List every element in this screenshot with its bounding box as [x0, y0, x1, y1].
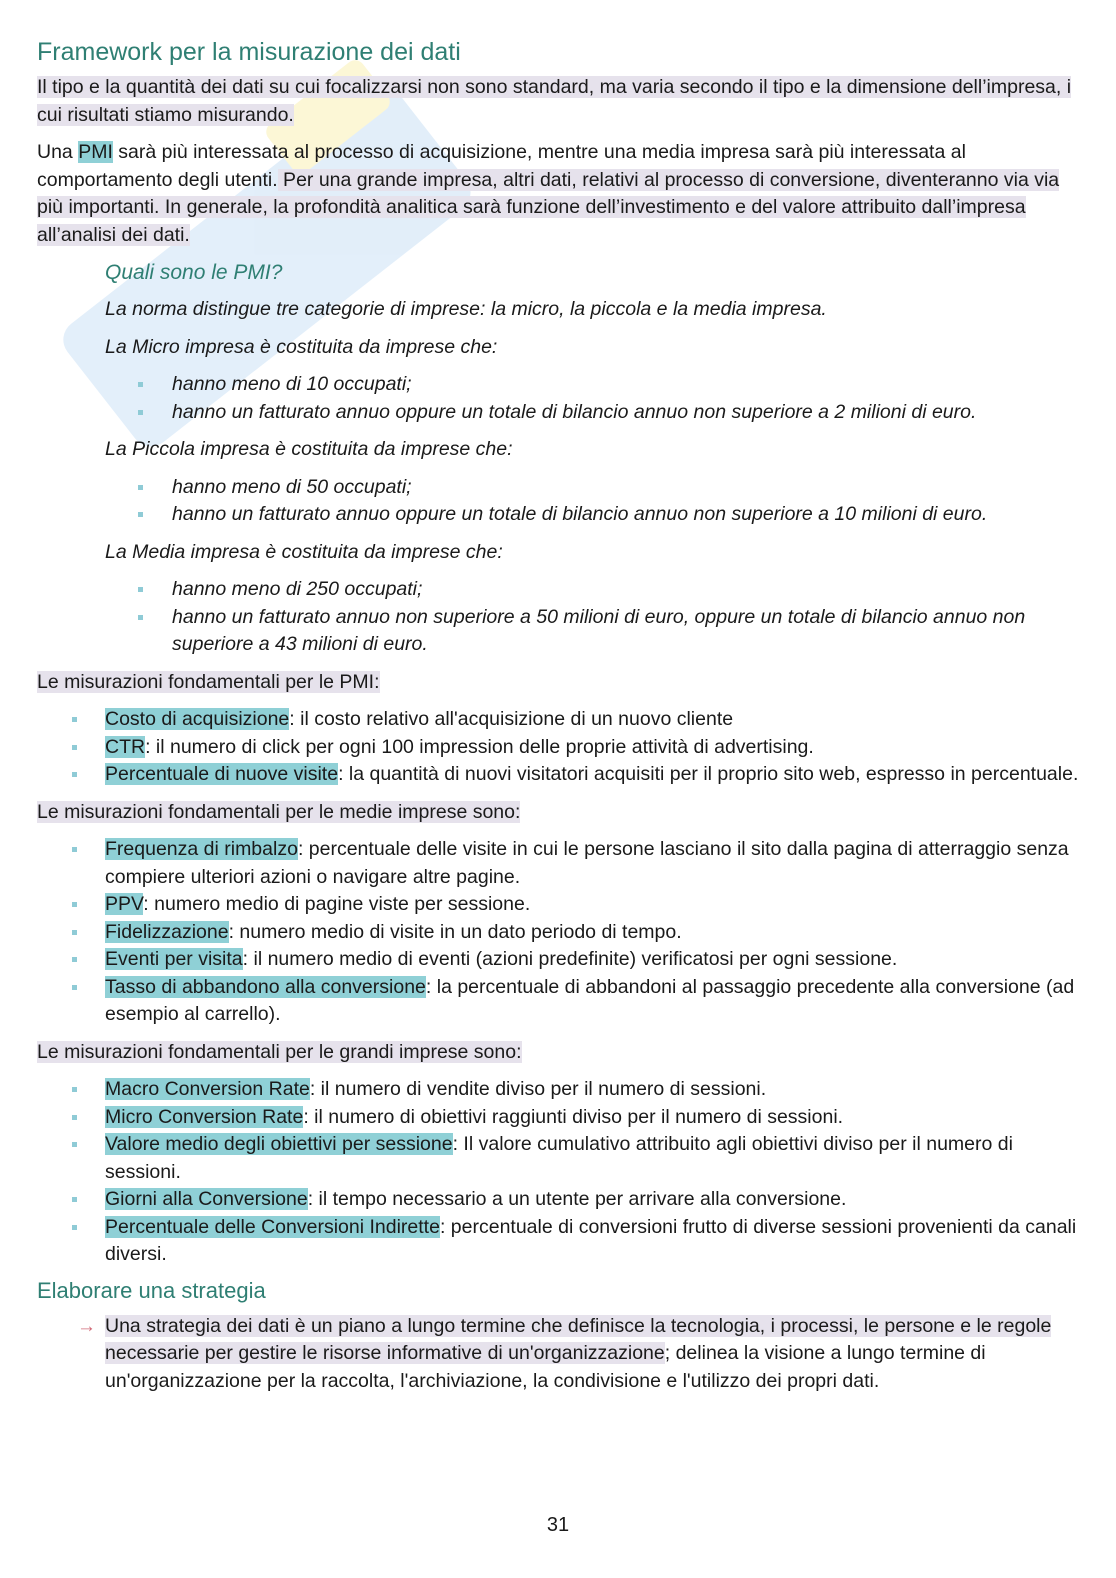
grandi-metrics-heading: Le misurazioni fondamentali per le grandi imprese sono:	[37, 1040, 522, 1063]
list-item: Costo di acquisizione: il costo relativo all'acquisizione di un nuovo cliente	[37, 706, 1082, 734]
list-item: hanno un fatturato annuo non superiore a 50 milioni di euro, oppure un totale di bilancio annuo non superiore a 43 milioni di euro.	[37, 604, 1082, 659]
paragraph-intro: Il tipo e la quantità dei dati su cui focalizzarsi non sono standard, ma varia secondo il tipo e la dimensione dell’impresa, i cui risultati stiamo misurando.	[37, 76, 1072, 126]
pmi-metrics-heading: Le misurazioni fondamentali per le PMI:	[37, 670, 380, 693]
grandi-metrics-list	[37, 1076, 1082, 1269]
micro-label: La Micro impresa è costituita da imprese che:	[105, 335, 498, 358]
arrow-item: → Una strategia dei dati è un piano a lungo termine che definisce la tecnologia, i processi, le persone e le regole necessarie per gestire le risorse informative di un'organizzazione; delinea la visione a lungo termine di un'organizzazione per la raccolta, l'archiviazione, la condivisione e l'utilizzo dei propri dati.	[77, 1314, 1052, 1392]
pmi-definition-box	[37, 258, 1082, 659]
section-title-strategia: Elaborare una strategia	[37, 1277, 266, 1303]
list-item: hanno meno di 250 occupati;	[37, 576, 1082, 604]
list-item: Giorni alla Conversione: il tempo necessario a un utente per arrivare alla conversione.	[37, 1186, 1082, 1214]
media-list	[37, 576, 1082, 659]
medie-metrics-list	[37, 836, 1082, 1029]
list-item: Percentuale delle Conversioni Indirette: percentuale di conversioni frutto di diverse sessioni provenienti da canali diversi.	[37, 1214, 1082, 1269]
page-number: 31	[546, 1514, 570, 1536]
list-item: hanno un fatturato annuo oppure un totale di bilancio annuo non superiore a 10 milioni di euro.	[37, 501, 1082, 529]
paragraph-pmi: Una PMI sarà più interessata al processo di acquisizione, mentre una media impresa sarà più interessata al comportamento degli utenti. Per una grande impresa, altri dati, relativi al processo di conversione, diventeranno via via più importanti. In generale, la profondità analitica sarà funzione dell’investimento e del valore attribuito dall’impresa all’analisi dei dati.	[37, 141, 1060, 246]
list-item: hanno meno di 10 occupati;	[37, 371, 1082, 399]
list-item: Eventi per visita: il numero medio di eventi (azioni predefinite) verificatosi per ogni sessione.	[37, 946, 1082, 974]
list-item: Macro Conversion Rate: il numero di vendite diviso per il numero di sessioni.	[37, 1076, 1082, 1104]
list-item: Frequenza di rimbalzo: percentuale delle visite in cui le persone lasciano il sito dalla pagina di atterraggio senza compiere ulteriori azioni o navigare altre pagine.	[37, 836, 1082, 891]
pmi-metrics-list	[37, 706, 1082, 789]
list-item: Tasso di abbandono alla conversione: la percentuale di abbandoni al passaggio precedente alla conversione (ad esempio al carrello).	[37, 974, 1082, 1029]
pmi-box-intro: La norma distingue tre categorie di imprese: la micro, la piccola e la media impresa.	[105, 298, 827, 320]
micro-list	[37, 371, 1082, 426]
list-item: CTR: il numero di click per ogni 100 impression delle proprie attività di advertising.	[37, 734, 1082, 762]
pmi-box-title: Quali sono le PMI?	[105, 261, 283, 284]
list-item: Valore medio degli obiettivi per sessione: Il valore cumulativo attribuito agli obiettivi diviso per il numero di sessioni.	[37, 1131, 1082, 1186]
arrow-right-icon: →	[77, 1315, 96, 1337]
pmi-highlight: PMI	[78, 141, 113, 163]
piccola-list	[37, 474, 1082, 529]
list-item: PPV: numero medio di pagine viste per sessione.	[37, 891, 1082, 919]
list-item: hanno meno di 50 occupati;	[37, 474, 1082, 502]
medie-metrics-heading: Le misurazioni fondamentali per le medie imprese sono:	[37, 800, 521, 823]
list-item: hanno un fatturato annuo oppure un totale di bilancio annuo non superiore a 2 milioni di euro.	[37, 399, 1082, 427]
section-title-framework: Framework per la misurazione dei dati	[37, 38, 461, 66]
piccola-label: La Piccola impresa è costituita da imprese che:	[105, 438, 513, 460]
media-label: La Media impresa è costituita da imprese che:	[105, 540, 503, 563]
document-page	[37, 34, 1082, 1395]
list-item: Percentuale di nuove visite: la quantità di nuovi visitatori acquisiti per il proprio sito web, espresso in percentuale.	[37, 761, 1082, 789]
list-item: Fidelizzazione: numero medio di visite in un dato periodo di tempo.	[37, 919, 1082, 947]
list-item: Micro Conversion Rate: il numero di obiettivi raggiunti diviso per il numero di sessioni.	[37, 1104, 1082, 1132]
